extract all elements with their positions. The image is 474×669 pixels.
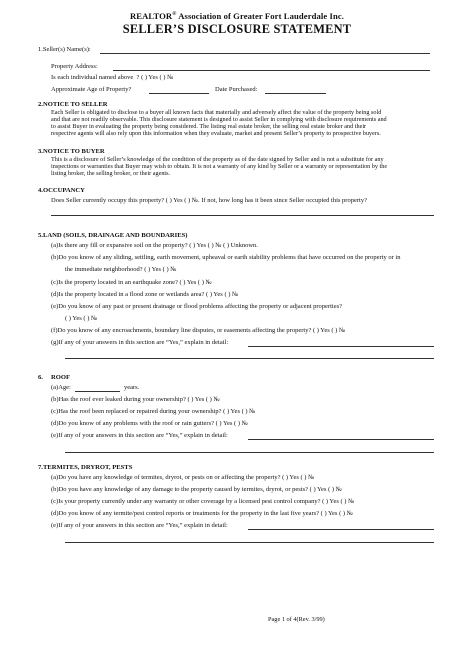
termites-question-b[interactable]: (b)Do you have any knowledge of any damage to the property caused by termites, dryrot, or pests? ( ) Yes ( ) № [51, 486, 342, 493]
property-age-field[interactable] [149, 93, 209, 94]
land-question-e[interactable]: (e)Do you know of any past or present drainage or flood problems affecting the property or adjacent properties? [51, 303, 343, 310]
notice-to-buyer-heading: 3.NOTICE TO BUYER [38, 148, 105, 155]
notice-to-seller-text: Each Seller is obligated to disclose to a buyer all known facts that materially and adversely affect the value of the property being sold and that are not readily observable. This disclosure statement is designed to assist Seller in complying with disclosure requirements and to assist Buyer in evaluating the property being considered. The listing real estate broker, the selling real estate broker and their respective agents will also rely upon this information when they evaluate, market and present Seller’s property to prospective buyers. [51, 109, 387, 137]
termites-explain-line-2[interactable] [65, 542, 434, 543]
termites-question-d[interactable]: (d)Do you know of any termite/pest control reports or treatments for the property in the last five years? ( ) Yes ( ) № [51, 510, 353, 517]
termites-explain-line-1[interactable] [248, 529, 434, 530]
occupancy-question[interactable]: Does Seller currently occupy this property? ( ) Yes ( ) №. If not, how long has it been since Seller occupied this property? [51, 197, 367, 204]
termites-question-a[interactable]: (a)Do you have any knowledge of termites, dryrot, or pests on or affecting the property? ( ) Yes ( ) № [51, 474, 315, 481]
form-title: SELLER’S DISCLOSURE STATEMENT [122, 22, 352, 36]
page-number: Page 1 of 4(Rev. 3/99) [268, 616, 325, 623]
property-address-field[interactable] [113, 70, 430, 71]
land-question-a[interactable]: (a)Is there any fill or expansive soil on the property? ( ) Yes ( ) № ( ) Unknown. [51, 242, 258, 249]
land-explain-line-2[interactable] [65, 358, 434, 359]
occupancy-heading: 4.OCCUPANCY [38, 187, 85, 194]
association-name: REALTOR® Association of Greater Fort Lauderdale Inc. [129, 11, 345, 21]
roof-age-unit: years. [124, 384, 140, 391]
land-explain-line-1[interactable] [248, 346, 434, 347]
land-question-c[interactable]: (c)Is the property located in an earthquake zone? ( ) Yes ( ) № [51, 279, 212, 286]
land-question-e-cont[interactable]: ( ) Yes ( ) № [65, 315, 98, 322]
land-question-f[interactable]: (f)Do you know of any encroachments, boundary line disputes, or easements affecting the property? ( ) Yes ( ) № [51, 327, 346, 334]
property-age-label: Approximate Age of Property? [51, 86, 132, 93]
land-heading: 5.LAND (SOILS, DRAINAGE AND BOUNDARIES) [38, 232, 188, 239]
occupancy-answer-line[interactable] [51, 215, 434, 216]
roof-question-a: (a)Age: [51, 384, 71, 391]
termites-question-e: (e)If any of your answers in this section are “Yes,” explain in detail: [51, 522, 228, 529]
roof-question-d[interactable]: (d)Do you know of any problems with the roof or rain gutters? ( ) Yes ( ) № [51, 420, 248, 427]
roof-explain-line-1[interactable] [248, 439, 434, 440]
property-address-label: Property Address: [51, 63, 98, 70]
land-question-b-cont[interactable]: the immediate neighborhood? ( ) Yes ( ) № [65, 266, 177, 273]
roof-question-b[interactable]: (b)Has the roof ever leaked during your ownership? ( ) Yes ( ) № [51, 396, 220, 403]
termites-question-c[interactable]: (c)Is your property currently under any warranty or other coverage by a licensed pest control company? ( ) Yes ( ) № [51, 498, 355, 505]
date-purchased-field[interactable] [265, 93, 326, 94]
roof-number: 6. [38, 374, 43, 381]
roof-question-e: (e)If any of your answers in this section are “Yes,” explain in detail: [51, 432, 228, 439]
roof-age-field[interactable] [75, 391, 120, 392]
land-question-d[interactable]: (d)Is the property located in a flood zone or wetlands area? ( ) Yes ( ) № [51, 291, 239, 298]
notice-to-seller-heading: 2.NOTICE TO SELLER [38, 101, 108, 108]
land-question-g: (g)If any of your answers in this section are “Yes,” explain in detail: [51, 339, 229, 346]
roof-question-c[interactable]: (c)Has the roof been replaced or repaired during your ownership? ( ) Yes ( ) № [51, 408, 256, 415]
sellers-name-label: 1.Seller(s) Name(s): [38, 46, 91, 53]
sellers-name-field[interactable] [100, 53, 430, 54]
date-purchased-label: Date Purchased: [215, 86, 258, 93]
termites-heading: 7.TERMITES, DRYROT, PESTS [38, 464, 133, 471]
land-question-b[interactable]: (b)Do you know of any sliding, settling, earth movement, upheaval or earth stability problems that have occurred on the property or in [51, 254, 401, 261]
roof-heading: ROOF [51, 374, 71, 381]
notice-to-buyer-text: This is a disclosure of Seller’s knowledge of the condition of the property as of the date signed by Seller and is not a substitute for any inspections or warranties that Buyer may wish to obtain. It is not a warranty of any kind by Seller or a warranty or representation by the listing broker, the selling broker, or their agents. [51, 156, 388, 177]
named-above-question[interactable]: Is each individual named above ? ( ) Yes ( ) № [51, 74, 174, 81]
roof-explain-line-2[interactable] [65, 452, 434, 453]
